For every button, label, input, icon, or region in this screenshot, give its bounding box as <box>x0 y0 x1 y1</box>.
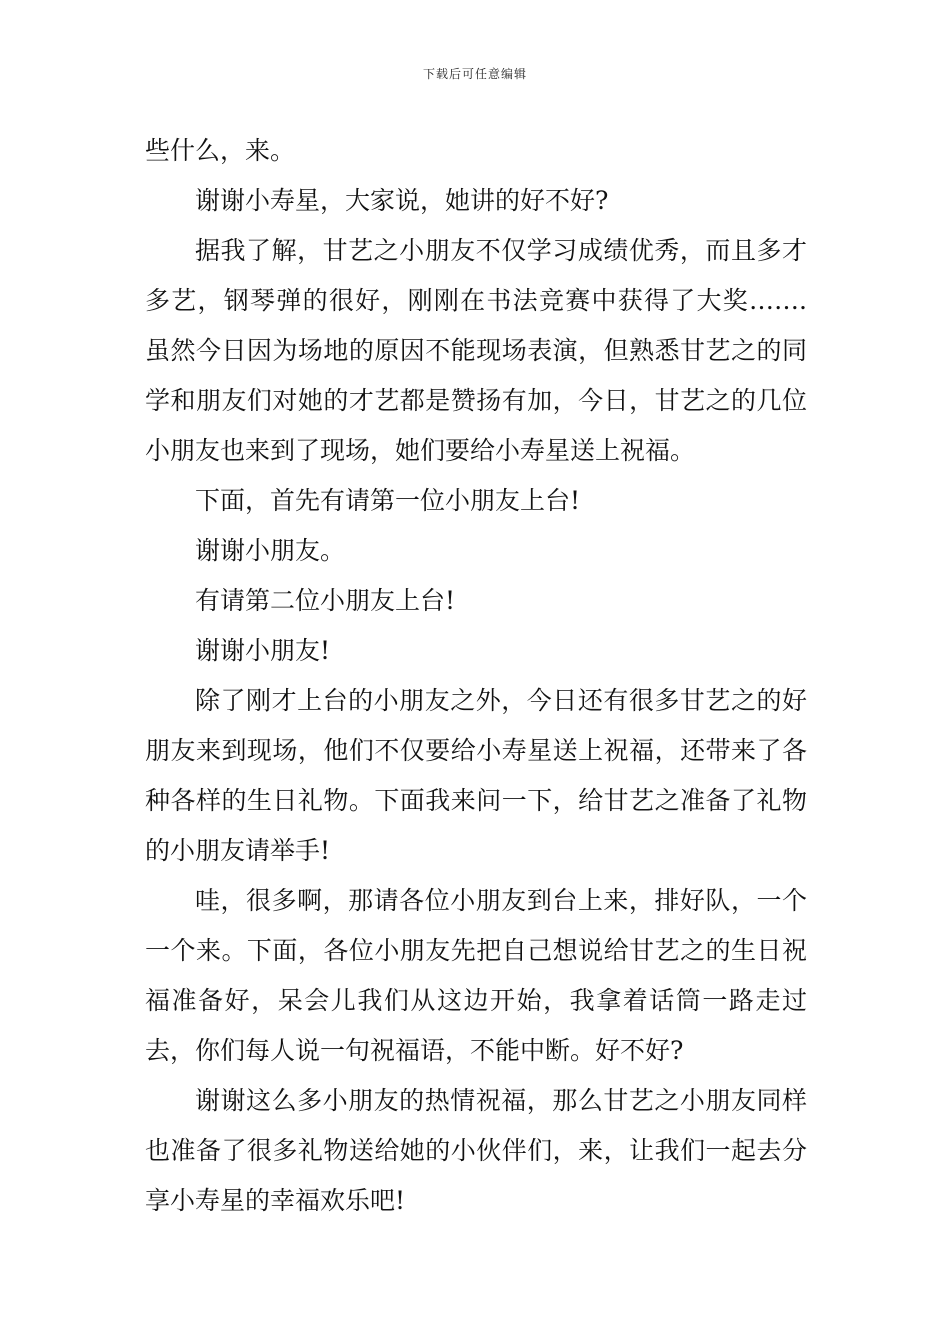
paragraph-5: 谢谢小朋友。 <box>195 536 346 565</box>
document-body <box>145 126 807 1226</box>
paragraph-8: 除了刚才上台的小朋友之外，今日还有很多甘艺之的好朋友来到现场，他们不仅要给小寿星送上祝福，还带来了各种各样的生日礼物。下面我来问一下，给甘艺之准备了礼物的小朋友请举手! <box>145 686 807 865</box>
paragraph-9: 哇，很多啊，那请各位小朋友到台上来，排好队，一个一个来。下面，各位小朋友先把自己想说给甘艺之的生日祝福准备好，呆会儿我们从这边开始，我拿着话筒一路走过去，你们每人说一句祝福语，不能中断。好不好? <box>145 886 807 1065</box>
paragraph-7: 谢谢小朋友! <box>195 636 331 665</box>
paragraph-2: 谢谢小寿星，大家说，她讲的好不好? <box>195 186 609 215</box>
paragraph-10: 谢谢这么多小朋友的热情祝福，那么甘艺之小朋友同样也准备了很多礼物送给她的小伙伴们，来，让我们一起去分享小寿星的幸福欢乐吧! <box>145 1086 807 1215</box>
paragraph-3: 据我了解，甘艺之小朋友不仅学习成绩优秀，而且多才多艺，钢琴弹的很好，刚刚在书法竞赛中获得了大奖……. 虽然今日因为场地的原因不能现场表演，但熟悉甘艺之的同学和朋友们对她的才艺都是赞扬有加，今日，甘艺之的几位小朋友也来到了现场，她们要给小寿星送上祝福。 <box>145 236 807 465</box>
paragraph-1: 些什么，来。 <box>145 136 296 165</box>
paragraph-4: 下面，首先有请第一位小朋友上台! <box>195 486 581 515</box>
paragraph-6: 有请第二位小朋友上台! <box>195 586 456 615</box>
page-header: 下载后可任意编辑 <box>422 67 527 81</box>
